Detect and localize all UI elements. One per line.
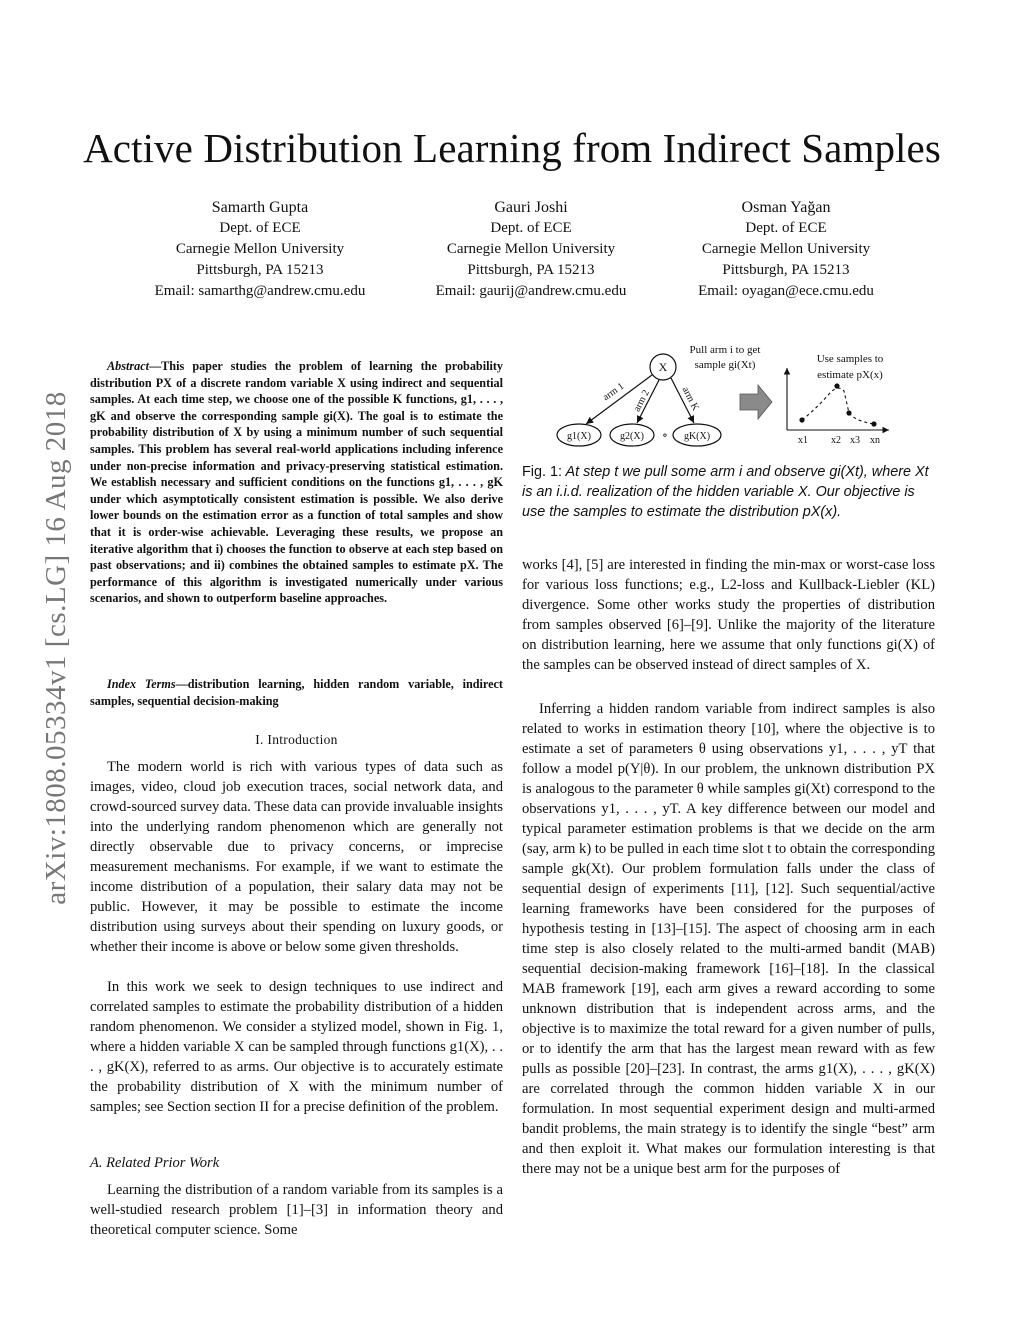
author-dept: Dept. of ECE <box>219 220 301 236</box>
abstract <box>90 358 503 607</box>
arxiv-identifier: arXiv:1808.05334v1 [cs.LG] 16 Aug 2018 <box>40 391 72 905</box>
estimate-label: estimate pX(x) <box>817 369 883 381</box>
paragraph: Learning the distribution of a random variable from its samples is a well-studied research problem [1]–[3] in information theory and theoretical computer science. Some <box>90 1182 503 1238</box>
estimate-curve <box>802 388 874 424</box>
author-city: Pittsburgh, PA 15213 <box>722 262 850 278</box>
section-heading: I. Introduction <box>255 732 338 747</box>
arm-label: arm 1 <box>600 380 627 404</box>
author-email: Email: oyagan@ece.cmu.edu <box>698 283 874 299</box>
author-dept: Dept. of ECE <box>745 220 827 236</box>
author-university: Carnegie Mellon University <box>175 241 345 257</box>
author-city: Pittsburgh, PA 15213 <box>196 262 324 278</box>
author-name: Gauri Joshi <box>494 199 568 216</box>
caption-label: Fig. 1: <box>522 464 562 480</box>
estimate-point <box>871 421 876 426</box>
leaf-node-label: gK(X) <box>683 431 711 442</box>
author-block <box>110 197 410 302</box>
author-email: Email: gaurij@andrew.cmu.edu <box>435 283 627 299</box>
abstract-label: Abstract <box>107 359 149 373</box>
author-name: Samarth Gupta <box>211 199 309 216</box>
x-tick-label: x1 <box>798 435 808 446</box>
figure-1 <box>522 338 935 456</box>
root-node-label: X <box>658 360 668 374</box>
figure-caption <box>522 462 935 522</box>
author-city: Pittsburgh, PA 15213 <box>467 262 595 278</box>
estimate-point <box>834 383 839 388</box>
sample-label: sample gi(Xt) <box>694 359 756 371</box>
ellipsis-dots: ∘ <box>662 428 668 442</box>
x-tick-label: x2 <box>831 435 841 446</box>
leaf-node-label: g2(X) <box>620 431 644 442</box>
estimate-point <box>799 417 804 422</box>
index-terms-label: Index Terms <box>107 677 176 691</box>
paper-title: Active Distribution Learning from Indirect Samples <box>83 125 941 171</box>
caption-text: At step t we pull some arm i and observe gi(Xt), where Xt is an i.i.d. realization of the hidden variable X. Our objective is use the samples to estimate the distribution pX(x). <box>522 464 929 520</box>
author-block <box>636 197 936 302</box>
arm-label: arm 2 <box>631 388 652 414</box>
leaf-node-label: g1(X) <box>567 431 591 442</box>
x-tick-label: x3 <box>850 435 860 446</box>
use-samples-label: Use samples to <box>816 353 884 365</box>
index-terms <box>90 676 503 709</box>
pull-arm-label: Pull arm i to get <box>689 344 761 356</box>
abstract-text: —This paper studies the problem of learning the probability distribution PX of a discrete random variable X using indirect and sequential samples. At each time step, we choose one of the possible K functions, g1, . . . , gK and observe the corresponding sample gi(X). The goal is to estimate the probability distribution of X by using a minimum number of such sequential samples. This problem has several real-world applications including inference under non-precise information and privacy-preserving statistical estimation. We establish necessary and sufficient conditions on the functions g1, . . . , gK under which asymptotically consistent estimation is possible. We also derive lower bounds on the estimation error as a function of total samples and show that it is order-wise achievable. Leveraging these results, we propose an iterative algorithm that i) chooses the function to observe at each step based on past observations; and ii) combines the obtained samples to estimate pX. The performance of this algorithm is investigated numerically under various scenarios, and shown to outperform baseline approaches. <box>90 359 503 606</box>
author-name: Osman Yağan <box>741 199 831 216</box>
paragraph: works [4], [5] are interested in finding the min-max or worst-case loss for various loss functions; e.g., L2-loss and Kullback-Liebler (KL) divergence. Some other works study the properties of distribution from samples observed [6]–[9]. Unlike the majority of the literature on distribution learning, here we assume that only functions gi(X) of the samples can be observed instead of direct samples of X. <box>522 557 935 673</box>
x-tick-label: xn <box>870 435 880 446</box>
paragraph: In this work we seek to design techniques to use indirect and correlated samples to estimate the probability distribution of a hidden random phenomenon. We consider a stylized model, shown in Fig. 1, where a hidden variable X can be sampled through functions g1(X), . . . , gK(X), referred to as arms. Our objective is to accurately estimate the probability distribution of X with the minimum number of samples; see Section section II for a precise definition of the problem. <box>90 979 503 1115</box>
subsection-heading: A. Related Prior Work <box>90 1155 220 1171</box>
arm-label: arm K <box>679 385 701 413</box>
author-university: Carnegie Mellon University <box>701 241 871 257</box>
process-arrow-icon <box>740 385 772 419</box>
paragraph: The modern world is rich with various types of data such as images, video, cloud job execution traces, social network data, and crowd-sourced survey data. These data can provide invaluable insights into the underlying random phenomenon which are generally not directly observable due to privacy concerns, or imprecise measurement mechanisms. For example, if we want to estimate the income distribution of a population, their salary data may not be public. However, it may be possible to estimate the income distribution using surveys about their spending on luxury goods, or whether their income is above or below some given thresholds. <box>90 759 503 955</box>
estimate-point <box>846 410 851 415</box>
author-university: Carnegie Mellon University <box>446 241 616 257</box>
index-terms-text: —distribution learning, hidden random variable, indirect samples, sequential decision-making <box>90 677 503 708</box>
paragraph: Inferring a hidden random variable from indirect samples is also related to works in estimation theory [10], where the objective is to estimate a set of parameters θ using observations y1, . . . , yT that follow a model p(Y|θ). In our problem, the unknown distribution PX is analogous to the parameter θ while samples gi(Xt) correspond to the observations y1, . . . , yT. A key difference between our model and typical parameter estimation problems is that we decide on the arm (say, arm k) to be pulled in each time slot t to obtain the corresponding sample gk(Xt). Our problem formulation falls under the class of sequential design of experiments [11], [12]. Such sequential/active learning frameworks have been considered for the purposes of hypothesis testing in [13]–[15]. The aspect of choosing arm in each time step is also closely related to the multi-armed bandit (MAB) sequential decision-making framework [16]–[18]. In the classical MAB framework [19], each arm gives a reward according to some unknown distribution that is independent across arms, and the objective is to maximize the total reward for a given number of pulls, or to identify the arm that has the largest mean reward with as few pulls as possible [20]–[23]. In contrast, the arms g1(X), . . . , gK(X) are correlated through the common hidden variable X in our formulation. In most sequential experiment design and multi-armed bandit problems, the main strategy is to identify the single “best” arm and then exploit it. What makes our formulation interesting is that there may not be a unique best arm for the purposes of <box>522 701 935 1177</box>
author-dept: Dept. of ECE <box>490 220 572 236</box>
author-email: Email: samarthg@andrew.cmu.edu <box>154 283 366 299</box>
